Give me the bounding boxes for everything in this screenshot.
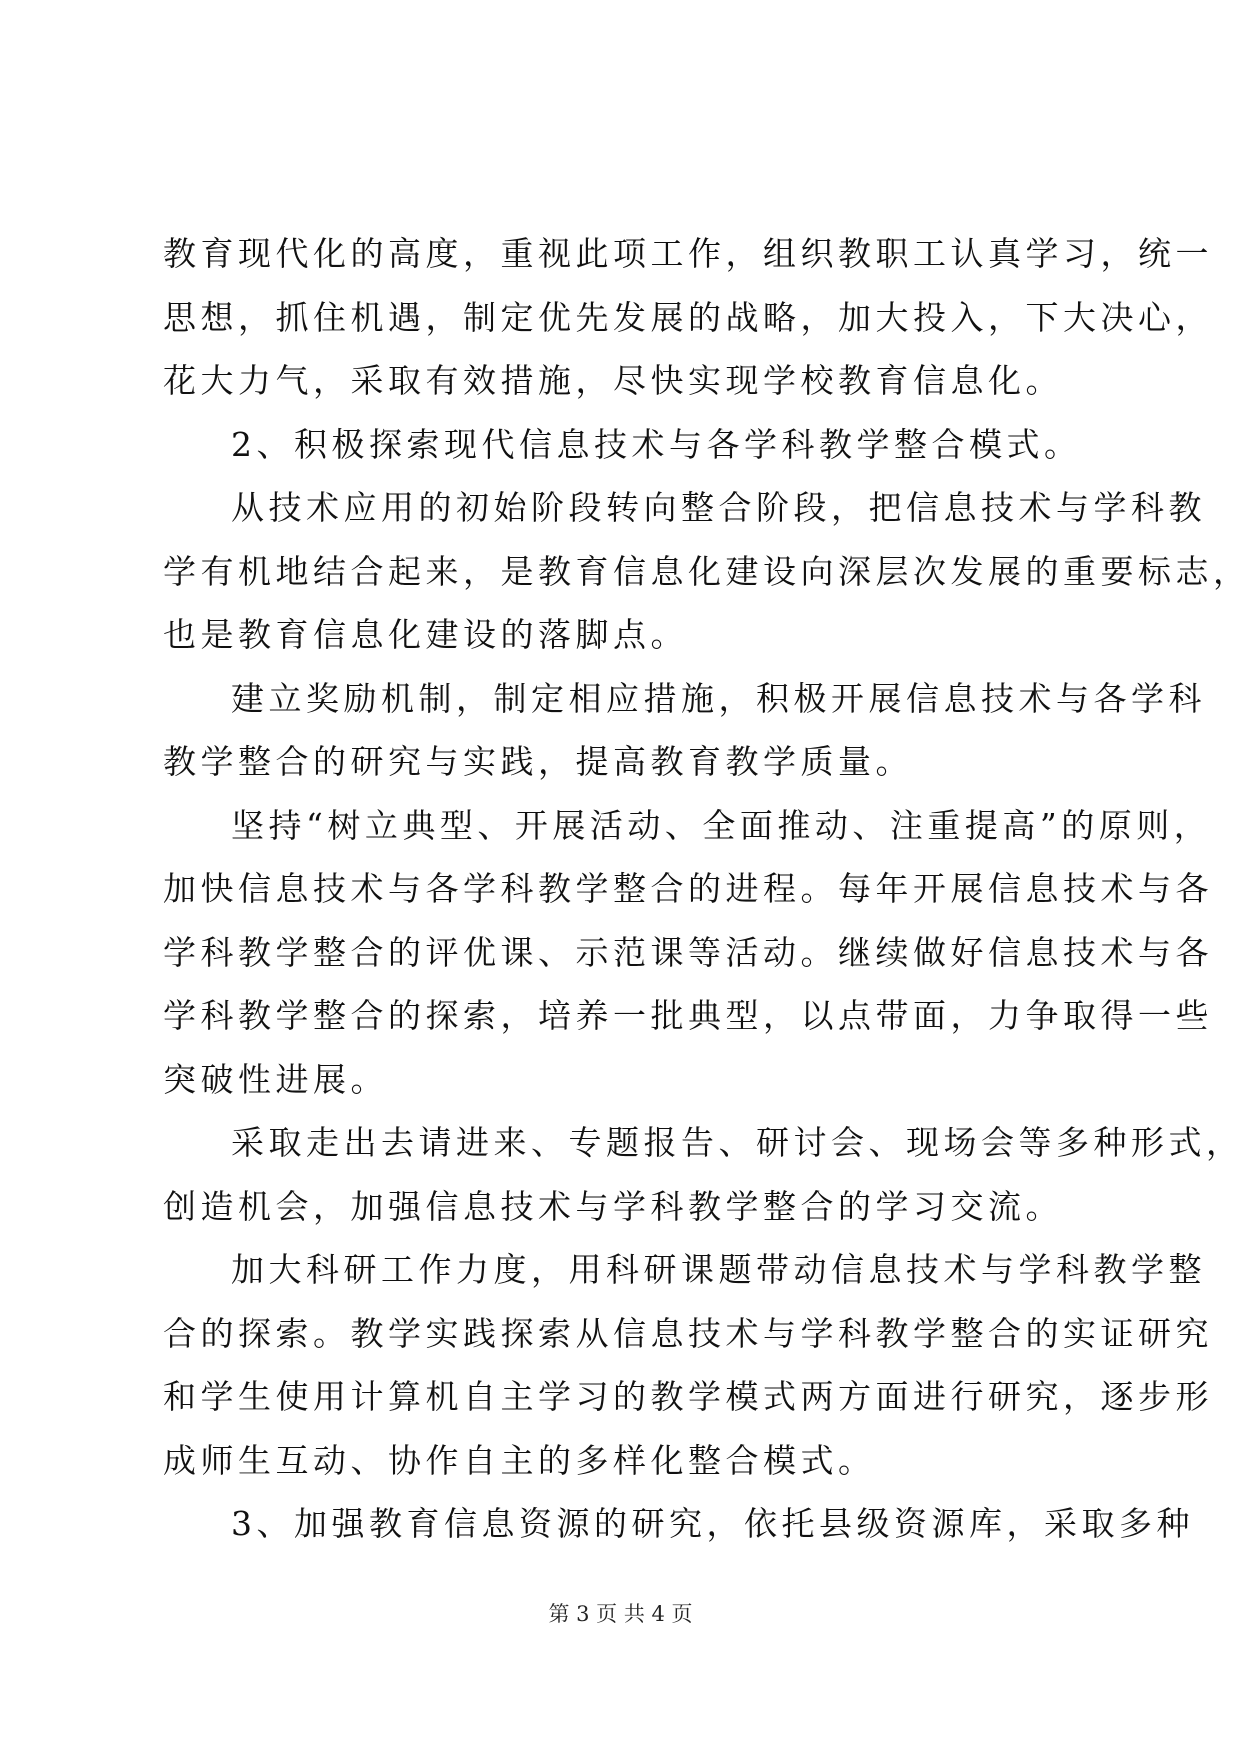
document-body <box>163 222 1251 1556</box>
text-line: 创造机会，加强信息技术与学科教学整合的学习交流。 <box>163 1186 1063 1226</box>
text-line: 采取走出去请进来、专题报告、研讨会、现场会等多种形式， <box>231 1123 1244 1162</box>
text-line: 坚持“树立典型、开展活动、全面推动、注重提高”的原则， <box>231 805 1212 845</box>
text-line: 学科教学整合的探索，培养一批典型，以点带面，力争取得一些 <box>163 996 1213 1035</box>
page-footer: 第 3 页 共 4 页 <box>548 1602 693 1626</box>
text-line: 建立奖励机制，制定相应措施，积极开展信息技术与各学科 <box>231 678 1206 718</box>
text-line: 3、加强教育信息资源的研究，依托县级资源库，采取多种 <box>231 1504 1194 1543</box>
text-line: 成师生互动、协作自主的多样化整合模式。 <box>163 1440 876 1480</box>
text-line: 思想，抓住机遇，制定优先发展的战略，加大投入，下大决心， <box>163 297 1213 337</box>
text-line: 2、积极探索现代信息技术与各学科教学整合模式。 <box>231 424 1082 464</box>
text-line: 从技术应用的初始阶段转向整合阶段，把信息技术与学科教 <box>231 488 1206 527</box>
text-line: 加快信息技术与各学科教学整合的进程。每年开展信息技术与各 <box>163 869 1213 908</box>
text-line: 学有机地结合起来，是教育信息化建设向深层次发展的重要标志， <box>163 551 1251 591</box>
text-line: 教育现代化的高度，重视此项工作，组织教职工认真学习，统一 <box>163 234 1213 273</box>
text-line: 加大科研工作力度，用科研课题带动信息技术与学科教学整 <box>231 1250 1206 1289</box>
text-line: 花大力气，采取有效措施，尽快实现学校教育信息化。 <box>163 361 1063 400</box>
text-line: 和学生使用计算机自主学习的教学模式两方面进行研究，逐步形 <box>163 1377 1213 1416</box>
text-line: 也是教育信息化建设的落脚点。 <box>163 615 688 654</box>
text-line: 教学整合的研究与实践，提高教育教学质量。 <box>163 742 913 781</box>
text-line: 合的探索。教学实践探索从信息技术与学科教学整合的实证研究 <box>163 1313 1213 1353</box>
text-line: 突破性进展。 <box>163 1059 388 1099</box>
text-line: 学科教学整合的评优课、示范课等活动。继续做好信息技术与各 <box>163 932 1213 972</box>
